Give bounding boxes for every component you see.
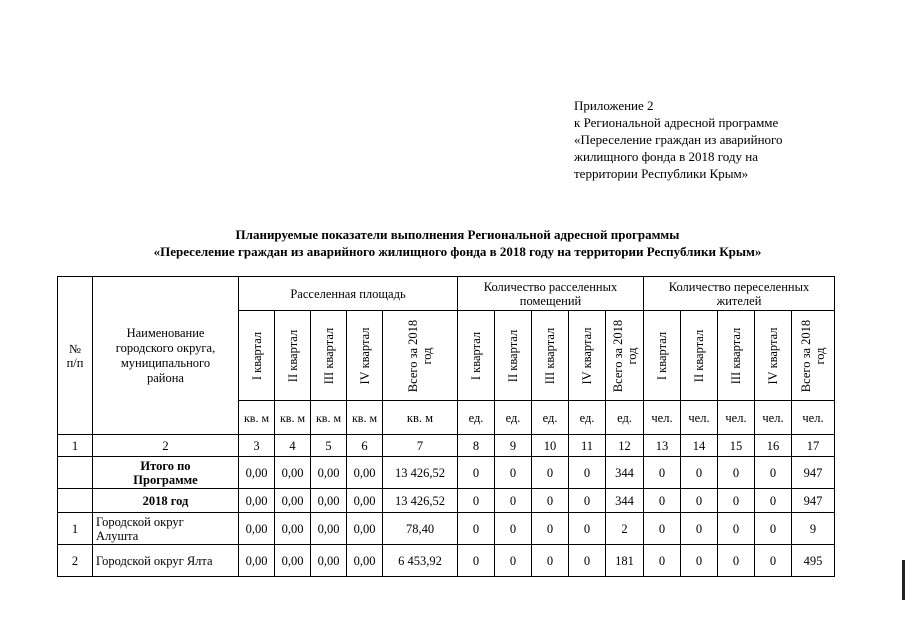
header-q1-text: I квартал bbox=[249, 331, 264, 380]
row-name bbox=[93, 457, 239, 489]
appendix-note bbox=[574, 97, 874, 182]
colnum: 4 bbox=[275, 435, 311, 457]
unit-people-q4: чел. bbox=[755, 401, 792, 435]
row-value: 13 426,52 bbox=[383, 489, 458, 513]
appendix-line: к Региональной адресной программе bbox=[574, 115, 779, 130]
appendix-line: Приложение 2 bbox=[574, 98, 654, 113]
row-value: 0 bbox=[755, 513, 792, 545]
row-value: 947 bbox=[792, 457, 835, 489]
header-group-people-text: Количество переселенных жителей bbox=[668, 279, 810, 308]
row-value: 0 bbox=[644, 513, 681, 545]
colnum: 9 bbox=[495, 435, 532, 457]
indicators-table bbox=[57, 276, 835, 577]
unit-people-q3: чел. bbox=[718, 401, 755, 435]
table-row bbox=[58, 457, 835, 489]
document-title bbox=[60, 226, 855, 260]
colnum: 6 bbox=[347, 435, 383, 457]
header-group-rooms-text: Количество расселенных помещений bbox=[483, 279, 618, 308]
row-name-text: Итого по Программе bbox=[133, 458, 198, 487]
table-row bbox=[58, 545, 835, 577]
header-area-q2 bbox=[275, 311, 311, 401]
header-people-q3 bbox=[718, 311, 755, 401]
unit-people-total: чел. bbox=[792, 401, 835, 435]
colnum: 16 bbox=[755, 435, 792, 457]
row-value: 0,00 bbox=[239, 457, 275, 489]
header-name bbox=[93, 277, 239, 435]
row-value: 0 bbox=[644, 545, 681, 577]
title-line-1: Планируемые показатели выполнения Региональной адресной программы bbox=[235, 227, 680, 242]
colnum: 10 bbox=[532, 435, 569, 457]
header-area-q4 bbox=[347, 311, 383, 401]
row-value: 0,00 bbox=[275, 545, 311, 577]
header-q1-text: I квартал bbox=[655, 331, 669, 380]
row-value: 2 bbox=[606, 513, 644, 545]
row-value: 0 bbox=[532, 457, 569, 489]
row-no: 1 bbox=[58, 513, 93, 545]
header-people-total bbox=[792, 311, 835, 401]
colnum: 14 bbox=[681, 435, 718, 457]
unit-rooms-q2: ед. bbox=[495, 401, 532, 435]
header-q2-text: II квартал bbox=[285, 329, 300, 382]
row-value: 0 bbox=[755, 457, 792, 489]
unit-area-q1: кв. м bbox=[239, 401, 275, 435]
header-q4-text: IV квартал bbox=[580, 326, 594, 385]
column-numbers-row bbox=[58, 435, 835, 457]
header-q4-text: IV квартал bbox=[766, 326, 780, 385]
row-value: 0 bbox=[681, 513, 718, 545]
appendix-line: территории Республики Крым» bbox=[574, 166, 749, 181]
row-value: 13 426,52 bbox=[383, 457, 458, 489]
row-value: 344 bbox=[606, 489, 644, 513]
row-no bbox=[58, 489, 93, 513]
row-value: 0,00 bbox=[275, 489, 311, 513]
appendix-line: «Переселение граждан из аварийного bbox=[574, 132, 783, 147]
colnum: 5 bbox=[311, 435, 347, 457]
row-value: 0 bbox=[458, 513, 495, 545]
title-line-2: «Переселение граждан из аварийного жилищного фонда в 2018 году на территории Республики Крым» bbox=[153, 244, 762, 259]
row-value: 0 bbox=[569, 489, 606, 513]
header-q4-text: IV квартал bbox=[357, 326, 372, 385]
header-group-people bbox=[644, 277, 835, 311]
row-value: 0,00 bbox=[239, 489, 275, 513]
row-value: 0,00 bbox=[347, 457, 383, 489]
row-value: 181 bbox=[606, 545, 644, 577]
row-value: 0,00 bbox=[311, 545, 347, 577]
row-value: 9 bbox=[792, 513, 835, 545]
header-q1-text: I квартал bbox=[469, 331, 483, 380]
row-value: 0 bbox=[681, 545, 718, 577]
header-people-q4 bbox=[755, 311, 792, 401]
row-value: 0,00 bbox=[347, 513, 383, 545]
header-total-text: Всего за 2018 год bbox=[406, 319, 434, 392]
header-rooms-q4 bbox=[569, 311, 606, 401]
header-group-area: Расселенная площадь bbox=[239, 277, 458, 311]
row-value: 0 bbox=[495, 489, 532, 513]
unit-area-total: кв. м bbox=[383, 401, 458, 435]
row-value: 0,00 bbox=[311, 489, 347, 513]
header-rooms-q1 bbox=[458, 311, 495, 401]
header-q2-text: II квартал bbox=[692, 329, 706, 382]
colnum: 12 bbox=[606, 435, 644, 457]
row-value: 0 bbox=[755, 489, 792, 513]
row-value: 0 bbox=[718, 457, 755, 489]
row-value: 0,00 bbox=[347, 545, 383, 577]
header-area-total bbox=[383, 311, 458, 401]
table-row bbox=[58, 489, 835, 513]
unit-rooms-q3: ед. bbox=[532, 401, 569, 435]
unit-rooms-total: ед. bbox=[606, 401, 644, 435]
row-name bbox=[93, 513, 239, 545]
row-value: 0 bbox=[755, 545, 792, 577]
appendix-line: жилищного фонда в 2018 году на bbox=[574, 149, 758, 164]
header-rooms-q3 bbox=[532, 311, 569, 401]
row-value: 0 bbox=[458, 489, 495, 513]
header-no bbox=[58, 277, 93, 435]
row-value: 0,00 bbox=[311, 457, 347, 489]
header-people-q2 bbox=[681, 311, 718, 401]
header-group-rooms bbox=[458, 277, 644, 311]
row-name-text: Городской округ Ялта bbox=[96, 553, 213, 568]
row-name: 2018 год bbox=[93, 489, 239, 513]
row-value: 0 bbox=[569, 545, 606, 577]
unit-people-q1: чел. bbox=[644, 401, 681, 435]
row-name bbox=[93, 545, 239, 577]
header-total-text: Всего за 2018 год bbox=[610, 319, 639, 392]
row-value: 0,00 bbox=[275, 457, 311, 489]
row-value: 0 bbox=[532, 513, 569, 545]
colnum: 15 bbox=[718, 435, 755, 457]
row-value: 0,00 bbox=[311, 513, 347, 545]
header-q3-text: III квартал bbox=[729, 327, 743, 384]
colnum: 3 bbox=[239, 435, 275, 457]
header-name-text: Наименование городского округа, муниципального района bbox=[115, 325, 216, 385]
row-value: 0 bbox=[532, 489, 569, 513]
colnum: 17 bbox=[792, 435, 835, 457]
row-value: 0 bbox=[718, 545, 755, 577]
row-value: 0 bbox=[569, 457, 606, 489]
row-value: 495 bbox=[792, 545, 835, 577]
colnum: 2 bbox=[93, 435, 239, 457]
row-value: 0,00 bbox=[239, 513, 275, 545]
row-value: 0 bbox=[644, 457, 681, 489]
row-value: 78,40 bbox=[383, 513, 458, 545]
row-value: 0 bbox=[644, 489, 681, 513]
row-value: 947 bbox=[792, 489, 835, 513]
header-q3-text: III квартал bbox=[321, 327, 336, 384]
header-total-text: Всего за 2018 год bbox=[799, 319, 827, 392]
row-value: 0 bbox=[458, 457, 495, 489]
row-value: 0,00 bbox=[239, 545, 275, 577]
row-value: 0 bbox=[681, 489, 718, 513]
row-value: 6 453,92 bbox=[383, 545, 458, 577]
header-people-q1 bbox=[644, 311, 681, 401]
header-q2-text: II квартал bbox=[506, 329, 520, 382]
header-q3-text: III квартал bbox=[543, 327, 557, 384]
row-value: 0 bbox=[569, 513, 606, 545]
unit-area-q4: кв. м bbox=[347, 401, 383, 435]
unit-rooms-q4: ед. bbox=[569, 401, 606, 435]
row-value: 344 bbox=[606, 457, 644, 489]
row-value: 0 bbox=[532, 545, 569, 577]
unit-area-q3: кв. м bbox=[311, 401, 347, 435]
colnum: 7 bbox=[383, 435, 458, 457]
header-rooms-total bbox=[606, 311, 644, 401]
header-area-q1 bbox=[239, 311, 275, 401]
header-rooms-q2 bbox=[495, 311, 532, 401]
unit-people-q2: чел. bbox=[681, 401, 718, 435]
row-value: 0,00 bbox=[347, 489, 383, 513]
unit-rooms-q1: ед. bbox=[458, 401, 495, 435]
row-value: 0 bbox=[495, 457, 532, 489]
unit-area-q2: кв. м bbox=[275, 401, 311, 435]
colnum: 8 bbox=[458, 435, 495, 457]
row-value: 0 bbox=[681, 457, 718, 489]
colnum: 1 bbox=[58, 435, 93, 457]
row-no: 2 bbox=[58, 545, 93, 577]
colnum: 13 bbox=[644, 435, 681, 457]
header-area-q3 bbox=[311, 311, 347, 401]
row-value: 0 bbox=[718, 513, 755, 545]
row-name-text: Городской округ Алушта bbox=[96, 514, 184, 543]
row-value: 0 bbox=[495, 513, 532, 545]
row-value: 0 bbox=[458, 545, 495, 577]
header-no-text: № п/п bbox=[66, 341, 84, 370]
row-value: 0 bbox=[718, 489, 755, 513]
colnum: 11 bbox=[569, 435, 606, 457]
row-no bbox=[58, 457, 93, 489]
table-row bbox=[58, 513, 835, 545]
row-value: 0 bbox=[495, 545, 532, 577]
row-value: 0,00 bbox=[275, 513, 311, 545]
